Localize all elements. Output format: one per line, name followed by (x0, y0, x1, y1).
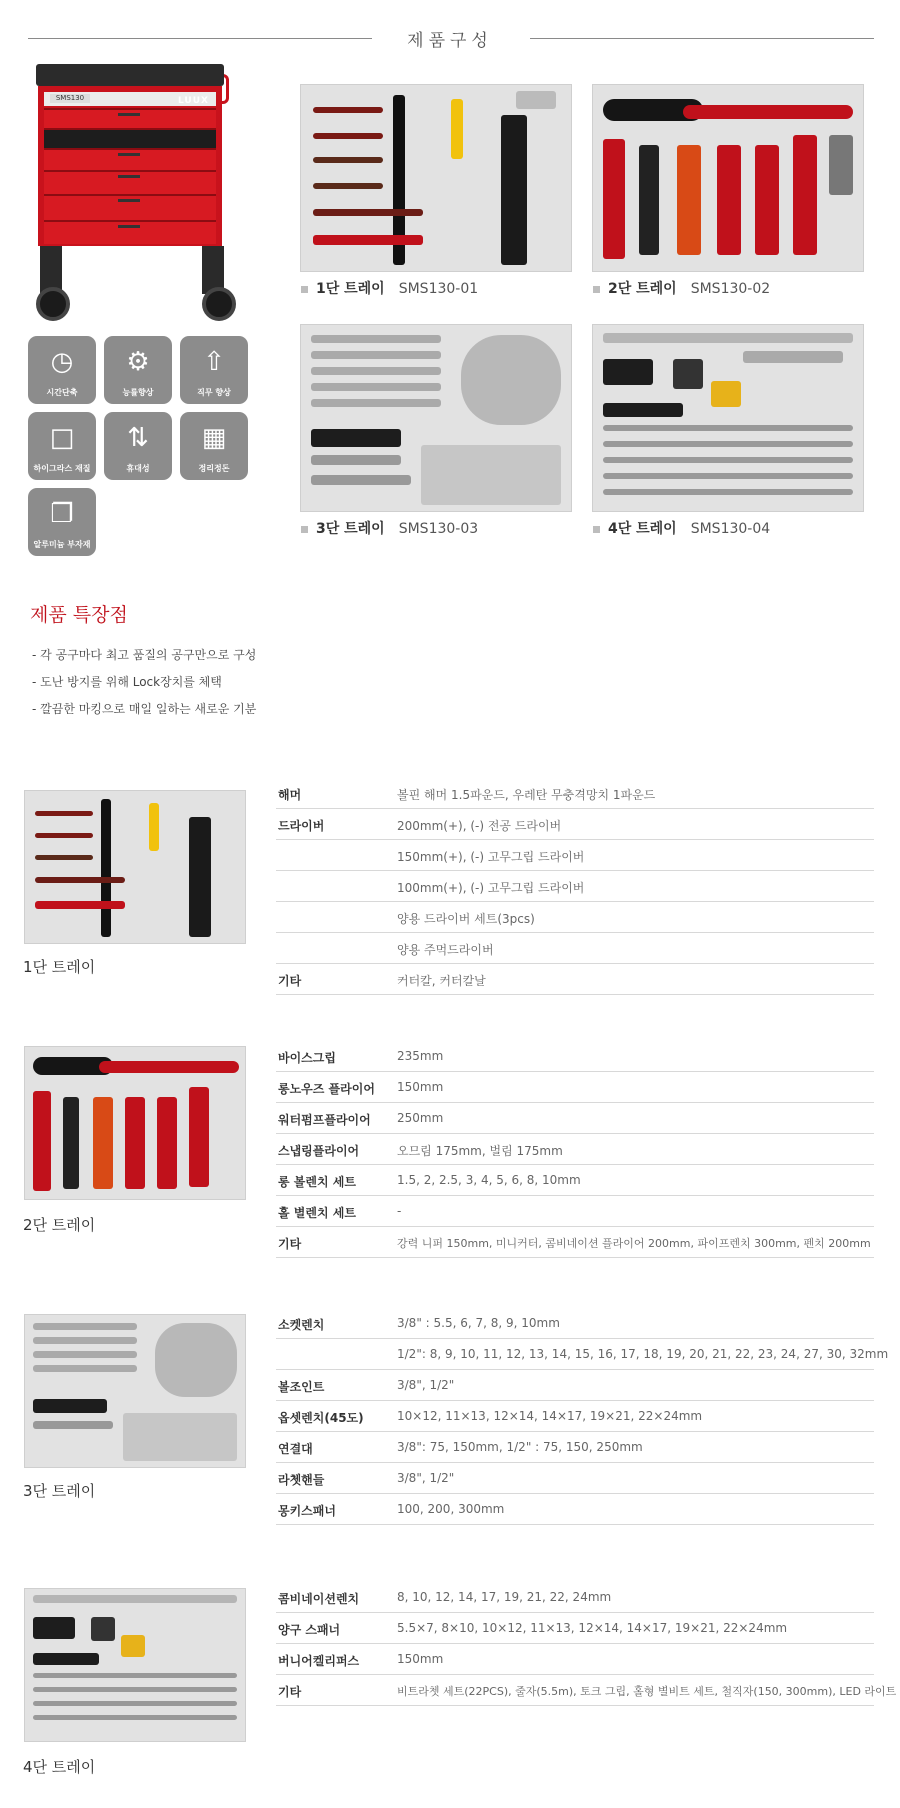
tray-1-caption: 1단 트레이 SMS130-01 (301, 278, 478, 298)
bullet-square-icon (301, 286, 308, 293)
spec-row: 롱 볼렌치 세트 1.5, 2, 2.5, 3, 4, 5, 6, 8, 10mm (276, 1165, 874, 1196)
bullet-square-icon (593, 526, 600, 533)
spec-row: 기타 비트라쳇 세트(22PCS), 줄자(5.5m), 토크 그립, 홀형 별비트 세트, 철직자(150, 300mm), LED 라이트 (276, 1675, 874, 1706)
spec-row: 150mm(+), (-) 고무그립 드라이버 (276, 840, 874, 871)
feature-label: 알루미늄 부자재 (33, 540, 91, 549)
feature-efficiency-tile (104, 336, 172, 404)
tray-2-photo (592, 84, 864, 272)
bar-up-icon: ⇧ (203, 347, 225, 377)
cabinet-drawer (44, 220, 216, 244)
feature-item: - 깔끔한 마킹으로 매일 일하는 새로운 기분 (32, 702, 257, 716)
spec-tray-2-photo (24, 1046, 246, 1200)
tool-cabinet-image (28, 62, 248, 324)
arrows-up-icon: ⇅ (127, 423, 149, 453)
tray-4-photo (592, 324, 864, 512)
cabinet-drawer (44, 148, 216, 170)
spec-row: 소켓렌치 3/8" : 5.5, 6, 7, 8, 9, 10mm (276, 1308, 874, 1339)
feature-aluminium-tile (28, 488, 96, 556)
spec-row: 기타 커터칼, 커터칼날 (276, 964, 874, 995)
feature-label: 정리정돈 (198, 464, 230, 473)
feature-organize-tile (180, 412, 248, 480)
spec-row: 바이스그립 235mm (276, 1041, 874, 1072)
clock-icon: ◷ (50, 347, 74, 377)
feature-label: 하이그라스 재질 (33, 464, 91, 473)
cabinet-top (36, 64, 224, 86)
spec-tray-1-label: 1단 트레이 (23, 958, 96, 976)
spec-tray-3-photo (24, 1314, 246, 1468)
feature-portability-tile (104, 412, 172, 480)
spec-row: 몽키스패너 100, 200, 300mm (276, 1494, 874, 1525)
spec-row: 볼조인트 3/8", 1/2" (276, 1370, 874, 1401)
bullet-square-icon (593, 286, 600, 293)
tray-3-caption: 3단 트레이 SMS130-03 (301, 518, 478, 538)
spec-row: 양용 주먹드라이버 (276, 933, 874, 964)
spec-row: 버니어켈리퍼스 150mm (276, 1644, 874, 1675)
tray-1-photo (300, 84, 572, 272)
spec-row: 1/2": 8, 9, 10, 11, 12, 13, 14, 15, 16, 17, 18, 19, 20, 21, 22, 23, 24, 27, 30, 32mm (276, 1339, 874, 1370)
feature-label: 휴대성 (126, 464, 150, 473)
spec-row: 100mm(+), (-) 고무그립 드라이버 (276, 871, 874, 902)
spec-row: 스냅링플라이어 오므림 175mm, 벌림 175mm (276, 1134, 874, 1165)
spec-row: 드라이버 200mm(+), (-) 전공 드라이버 (276, 809, 874, 840)
spec-row: 기타 강력 니퍼 150mm, 미니커터, 콤비네이션 플라이어 200mm, 파이프렌치 300mm, 펜치 200mm (276, 1227, 874, 1258)
grid-icon: ▦ (201, 423, 227, 453)
feature-label: 능률향상 (122, 388, 154, 397)
spec-row: 롱노우즈 플라이어 150mm (276, 1072, 874, 1103)
cabinet-drawer (44, 194, 216, 220)
square-icon: □ (49, 423, 75, 453)
feature-item: - 각 공구마다 최고 품질의 공구만으로 구성 (32, 648, 257, 662)
features-title: 제품 특장점 (30, 604, 128, 626)
cabinet-drawer (44, 108, 216, 128)
feature-label: 시간단축 (46, 388, 78, 397)
spec-row: 양구 스패너 5.5×7, 8×10, 10×12, 11×13, 12×14, 14×17, 19×21, 22×24mm (276, 1613, 874, 1644)
spec-row: 홀 별렌치 세트 - (276, 1196, 874, 1227)
spec-tray-4-label: 4단 트레이 (23, 1758, 96, 1776)
wheel-icon (202, 287, 236, 321)
layers-icon: ❐ (50, 499, 74, 529)
spec-tray-2-label: 2단 트레이 (23, 1216, 96, 1234)
spec-row: 라쳇핸들 3/8", 1/2" (276, 1463, 874, 1494)
feature-material-tile (28, 412, 96, 480)
spec-row: 연결대 3/8": 75, 150mm, 1/2" : 75, 150, 250mm (276, 1432, 874, 1463)
spec-tray-3-label: 3단 트레이 (23, 1482, 96, 1500)
tray-2-caption: 2단 트레이 SMS130-02 (593, 278, 770, 298)
spec-row: 옵셋렌치(45도) 10×12, 11×13, 12×14, 14×17, 19×21, 22×24mm (276, 1401, 874, 1432)
spec-row: 콤비네이션렌치 8, 10, 12, 14, 17, 19, 21, 22, 24mm (276, 1582, 874, 1613)
spec-tray-4-photo (24, 1588, 246, 1742)
cabinet-drawer-open (44, 128, 216, 148)
cabinet-brand-logo: LUUX (178, 96, 209, 106)
spec-row: 워터펌프플라이어 250mm (276, 1103, 874, 1134)
spec-row: 해머 볼핀 해머 1.5파운드, 우레탄 무충격망치 1파운드 (276, 778, 874, 809)
cabinet-drawer (44, 170, 216, 194)
spec-tray-1-photo (24, 790, 246, 944)
spec-row: 양용 드라이버 세트(3pcs) (276, 902, 874, 933)
feature-item: - 도난 방지를 위해 Lock장치를 체택 (32, 675, 222, 689)
bullet-square-icon (301, 526, 308, 533)
cabinet-model-label: SMS130 (50, 94, 90, 103)
cabinet-body (38, 86, 222, 246)
feature-job-tile (180, 336, 248, 404)
gear-wrench-icon: ⚙ (126, 347, 150, 377)
tray-4-caption: 4단 트레이 SMS130-04 (593, 518, 770, 538)
feature-clock-tile (28, 336, 96, 404)
wheel-icon (36, 287, 70, 321)
tray-3-photo (300, 324, 572, 512)
section-title: 제품구성 (407, 31, 493, 51)
feature-label: 직무 향상 (197, 388, 231, 397)
